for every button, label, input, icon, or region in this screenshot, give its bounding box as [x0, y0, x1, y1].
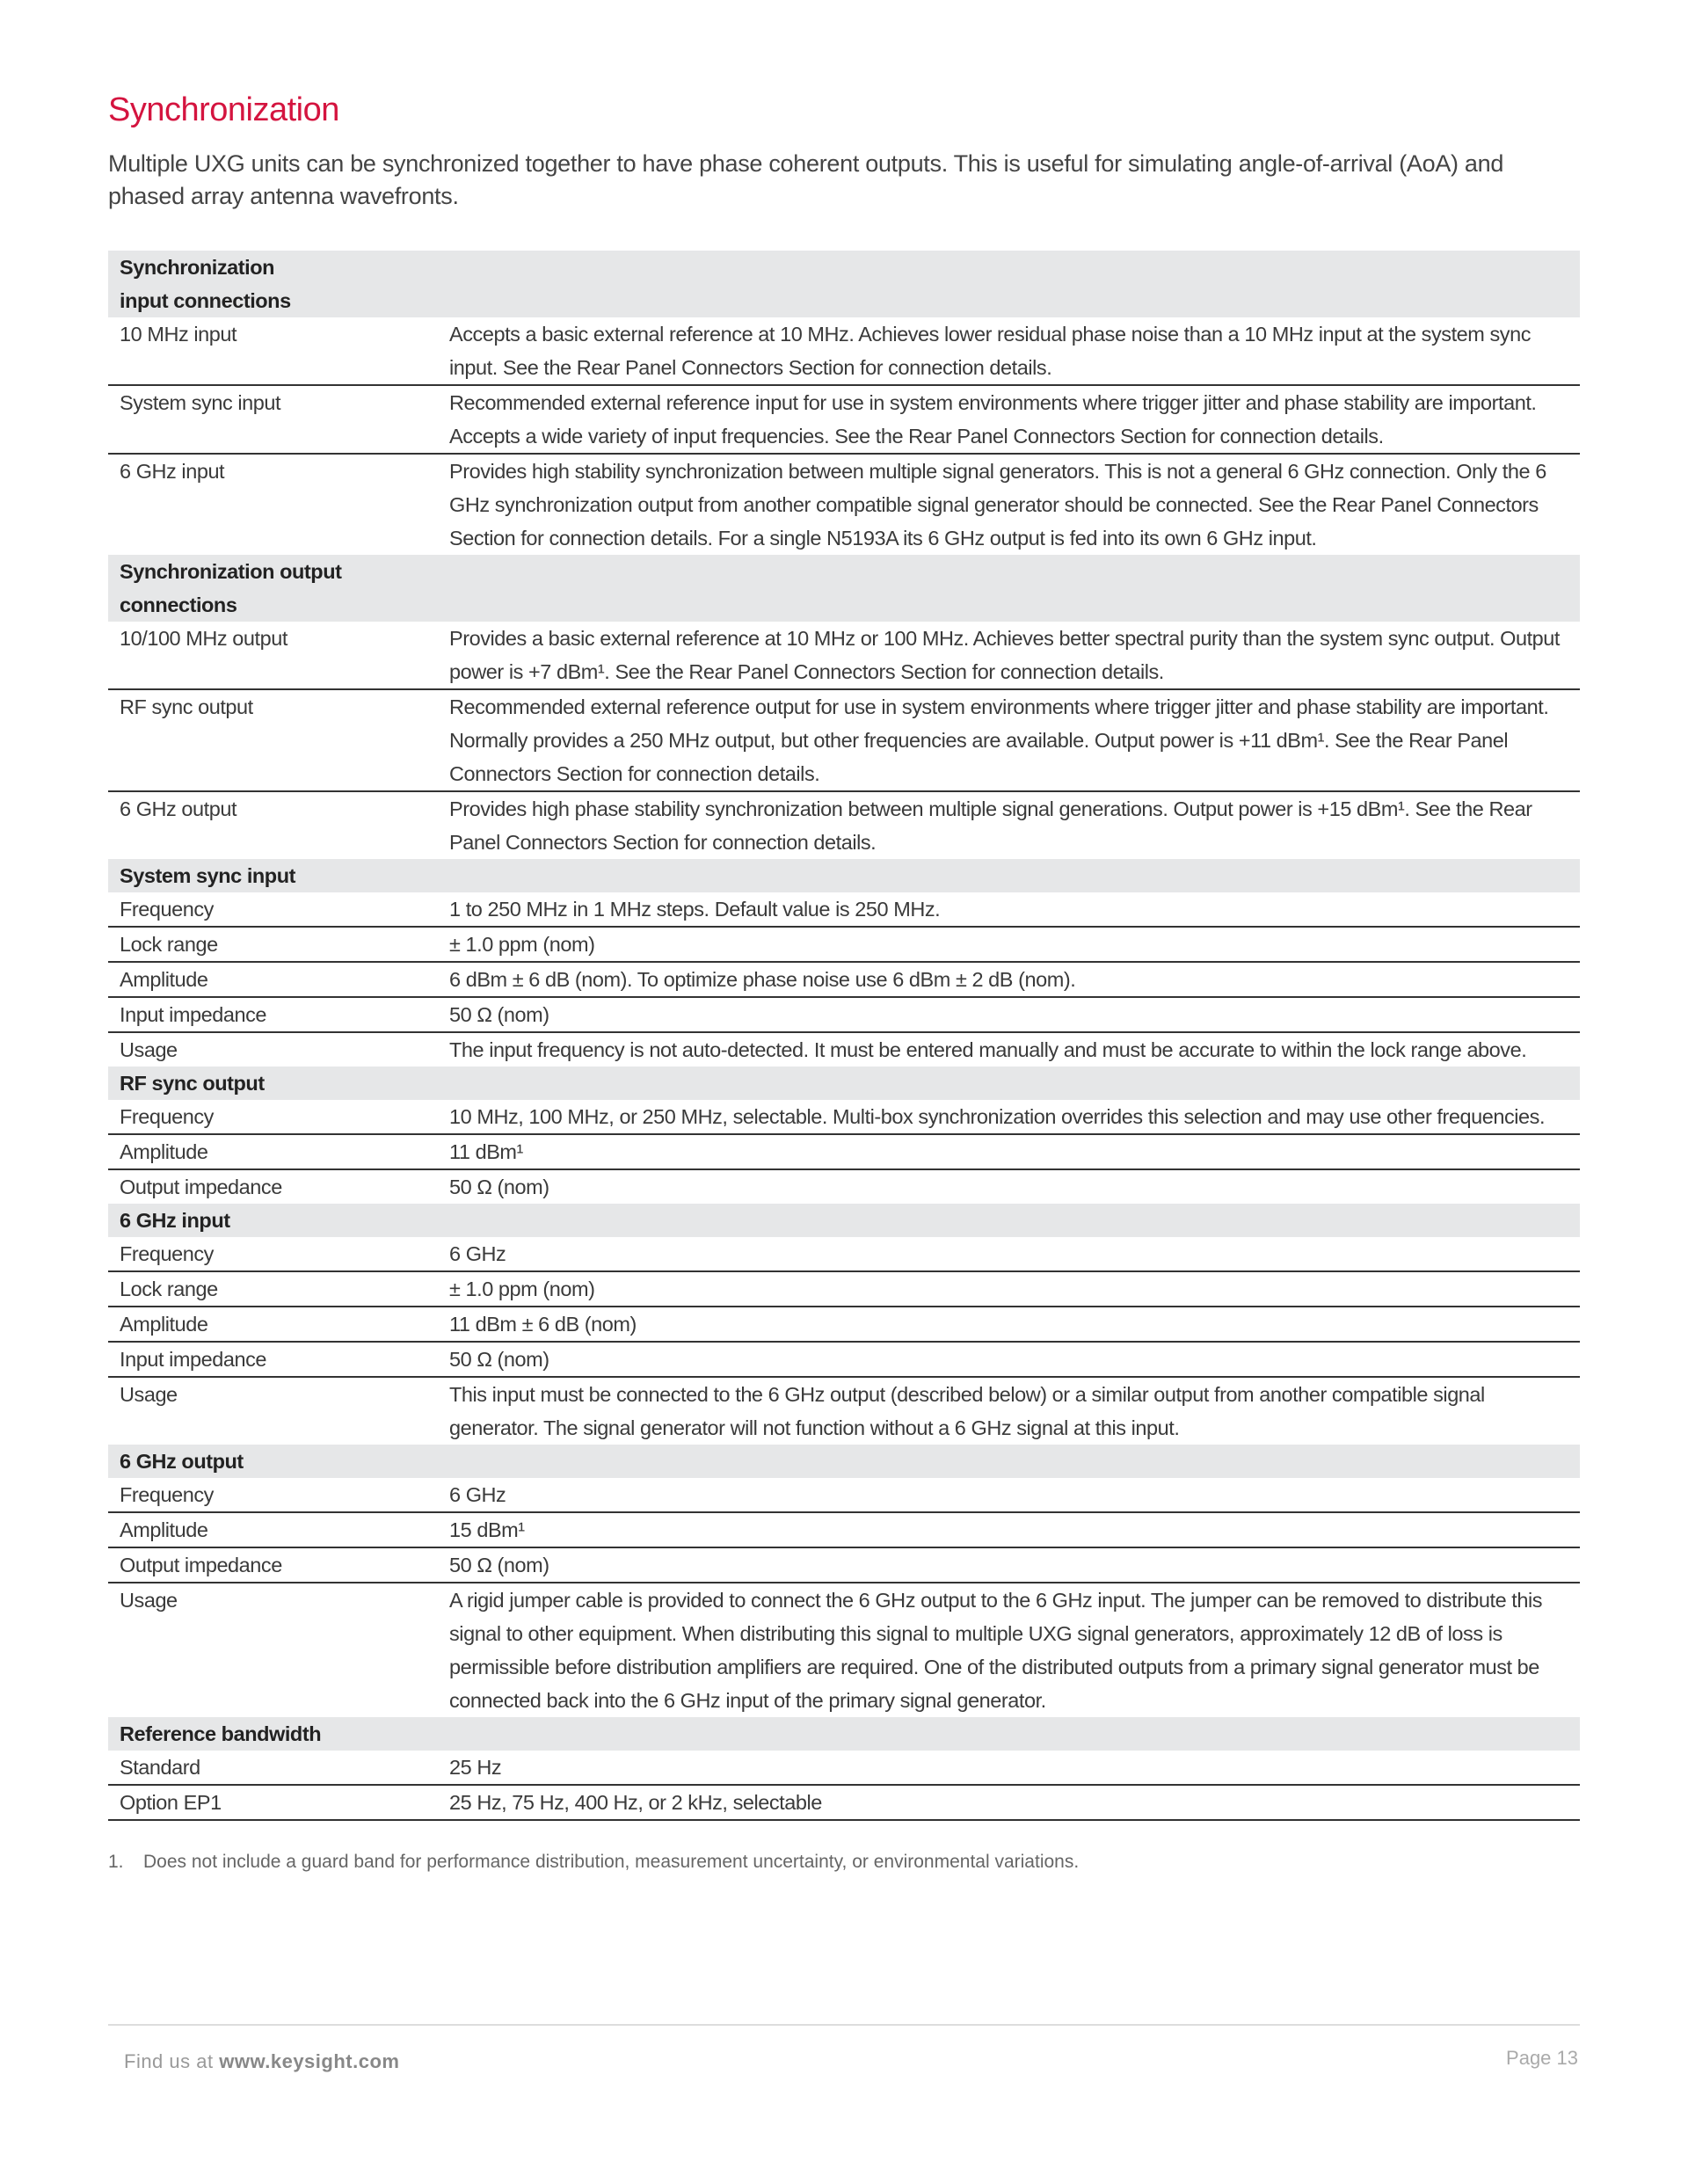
table-row: [108, 1785, 1580, 1820]
page-title: Synchronization: [108, 91, 339, 128]
row-value: The input frequency is not auto-detected. It must be entered manually and must be accurate to within the lock range above.: [449, 1038, 1527, 1061]
table-row: [108, 997, 1580, 1032]
row-value: Recommended external reference input for use in system environments where trigger jitter and phase stability are important. Accepts a wide variety of input frequencies. See the Rear Panel Connectors Section for connection details.: [449, 385, 1580, 454]
row-label: Usage: [120, 1383, 178, 1406]
table-row: [108, 927, 1580, 962]
row-value: 25 Hz: [449, 1751, 1580, 1785]
row-label: Usage: [120, 1589, 178, 1612]
table-row: [108, 689, 1580, 791]
intro-paragraph: Multiple UXG units can be synchronized together to have phase coherent outputs. This is useful for simulating angle-of-arrival (AoA) and phased array antenna wavefronts.: [108, 150, 1504, 209]
row-label: 10 MHz input: [108, 317, 449, 385]
section-heading: RF sync output: [108, 1067, 449, 1100]
row-label: Lock range: [108, 1271, 449, 1307]
table-row: [108, 622, 1580, 689]
row-label: System sync input: [108, 385, 449, 454]
row-label: Amplitude: [108, 1307, 449, 1342]
row-label: Output impedance: [108, 1547, 449, 1583]
table-row: [108, 791, 1580, 859]
row-value: ± 1.0 ppm (nom): [449, 927, 1580, 962]
table-row: [108, 1169, 1580, 1204]
row-label: Frequency: [108, 892, 449, 927]
table-row: [108, 1342, 1580, 1377]
row-value: This input must be connected to the 6 GHz output (described below) or a similar output from another compatible signal generator. The signal generator will not function without a 6 GHz signal at this input.: [449, 1383, 1485, 1439]
footnote-text: Does not include a guard band for performance distribution, measurement uncertainty, or environmental variations.: [143, 1852, 1080, 1872]
section-header: [108, 1067, 1580, 1100]
row-value: 25 Hz, 75 Hz, 400 Hz, or 2 kHz, selectable: [449, 1785, 1580, 1820]
row-label: 10/100 MHz output: [108, 622, 449, 689]
row-value: 1 to 250 MHz in 1 MHz steps. Default value is 250 MHz.: [449, 892, 1580, 927]
table-row: [108, 1271, 1580, 1307]
table-row: [108, 1377, 1580, 1445]
section-header-empty: [449, 1204, 1580, 1237]
section-heading: System sync input: [108, 859, 449, 892]
table-row: [108, 454, 1580, 555]
row-value: ± 1.0 ppm (nom): [449, 1271, 1580, 1307]
table-row: [108, 1751, 1580, 1785]
row-value: 6 GHz: [449, 1237, 1580, 1271]
section-header-empty: [449, 1445, 1580, 1478]
row-label: 6 GHz input: [120, 460, 225, 483]
section-header: [108, 1204, 1580, 1237]
section-header: [108, 1445, 1580, 1478]
row-value: Accepts a basic external reference at 10 MHz. Achieves lower residual phase noise than a 10 MHz input at the system sync input. See the Rear Panel Connectors Section for connection details.: [449, 317, 1580, 385]
section-heading: 6 GHz output: [108, 1445, 449, 1478]
footnote-number: 1.: [108, 1852, 124, 1872]
section-header-empty: [449, 1067, 1580, 1100]
table-row: [108, 1100, 1580, 1134]
row-label: Input impedance: [108, 1342, 449, 1377]
footer-link[interactable]: www.keysight.com: [219, 2050, 400, 2072]
row-value: Provides high phase stability synchronization between multiple signal generations. Output power is +15 dBm¹. See the Rear Panel Connectors Section for connection details.: [449, 797, 1532, 854]
row-value: 11 dBm ± 6 dB (nom): [449, 1307, 1580, 1342]
page-number: Page 13: [1506, 2047, 1578, 2069]
row-label: Frequency: [108, 1478, 449, 1512]
table-row: [108, 1134, 1580, 1169]
section-header: [108, 1717, 1580, 1751]
row-label: Option EP1: [108, 1785, 449, 1820]
table-row: [108, 1512, 1580, 1547]
row-value: Provides a basic external reference at 10 MHz or 100 MHz. Achieves better spectral purity than the system sync output. Output power is +7 dBm¹. See the Rear Panel Connectors Section for connection details.: [449, 622, 1580, 689]
section-header-empty: [449, 555, 1580, 622]
table-row: [108, 1237, 1580, 1271]
row-value: 50 Ω (nom): [449, 1547, 1580, 1583]
section-header-empty: [449, 1717, 1580, 1751]
row-label: Input impedance: [108, 997, 449, 1032]
section-header: [108, 555, 1580, 622]
table-row: [108, 1547, 1580, 1583]
row-label: Amplitude: [108, 1134, 449, 1169]
row-label: Frequency: [108, 1237, 449, 1271]
row-value: 15 dBm¹: [449, 1512, 1580, 1547]
section-heading: Synchronization input connections: [108, 251, 449, 317]
footer-find-us: [124, 2050, 399, 2073]
table-row: [108, 1583, 1580, 1717]
footer-divider: [108, 2024, 1580, 2026]
row-value: 11 dBm¹: [449, 1134, 1580, 1169]
table-row: [108, 385, 1580, 454]
row-label: Standard: [108, 1751, 449, 1785]
row-label: Usage: [120, 1038, 178, 1061]
row-value: Provides high stability synchronization between multiple signal generators. This is not a general 6 GHz connection. Only the 6 GHz synchronization output from another compatible signal generator should be connected. See the Rear Panel Connectors Section for connection details. For a single N5193A its 6 GHz output is fed into its own 6 GHz input.: [449, 460, 1546, 550]
row-label: RF sync output: [108, 689, 449, 791]
table-row: [108, 1307, 1580, 1342]
section-header-empty: [449, 859, 1580, 892]
footnote: [108, 1852, 1079, 1873]
row-value: Recommended external reference output for use in system environments where trigger jitter and phase stability are important. Normally provides a 250 MHz output, but other frequencies are available. Output power is +11 dBm¹. See the Rear Panel Connectors Section for connection details.: [449, 689, 1580, 791]
section-header: [108, 859, 1580, 892]
section-heading: 6 GHz input: [108, 1204, 449, 1237]
table-row: [108, 1478, 1580, 1512]
spec-table: [108, 251, 1580, 1821]
section-header: [108, 251, 1580, 317]
table-row: [108, 962, 1580, 997]
row-label: 6 GHz output: [120, 797, 237, 820]
table-row: [108, 317, 1580, 385]
row-value: 50 Ω (nom): [449, 1342, 1580, 1377]
row-label: Frequency: [108, 1100, 449, 1134]
section-heading: Reference bandwidth: [108, 1717, 449, 1751]
row-value: 50 Ω (nom): [449, 997, 1580, 1032]
row-value: 50 Ω (nom): [449, 1176, 549, 1198]
row-value: 10 MHz, 100 MHz, or 250 MHz, selectable. Multi-box synchronization overrides this selection and may use other frequencies.: [449, 1100, 1580, 1134]
row-label: Lock range: [108, 927, 449, 962]
table-row: [108, 1032, 1580, 1067]
footer-prefix: Find us at: [124, 2050, 220, 2072]
table-row: [108, 892, 1580, 927]
row-value: 6 GHz: [449, 1478, 1580, 1512]
row-label: Output impedance: [120, 1176, 282, 1198]
row-label: Amplitude: [108, 962, 449, 997]
section-heading: Synchronization output connections: [108, 555, 449, 622]
row-value: 6 dBm ± 6 dB (nom). To optimize phase noise use 6 dBm ± 2 dB (nom).: [449, 962, 1580, 997]
row-label: Amplitude: [108, 1512, 449, 1547]
row-value: A rigid jumper cable is provided to connect the 6 GHz output to the 6 GHz input. The jumper can be removed to distribute this signal to other equipment. When distributing this signal to multiple UXG signal generators, approximately 12 dB of loss is permissible before distribution amplifiers are required. One of the distributed outputs from a primary signal generator must be connected back into the 6 GHz input of the primary signal generator.: [449, 1589, 1543, 1712]
section-header-empty: [449, 251, 1580, 317]
